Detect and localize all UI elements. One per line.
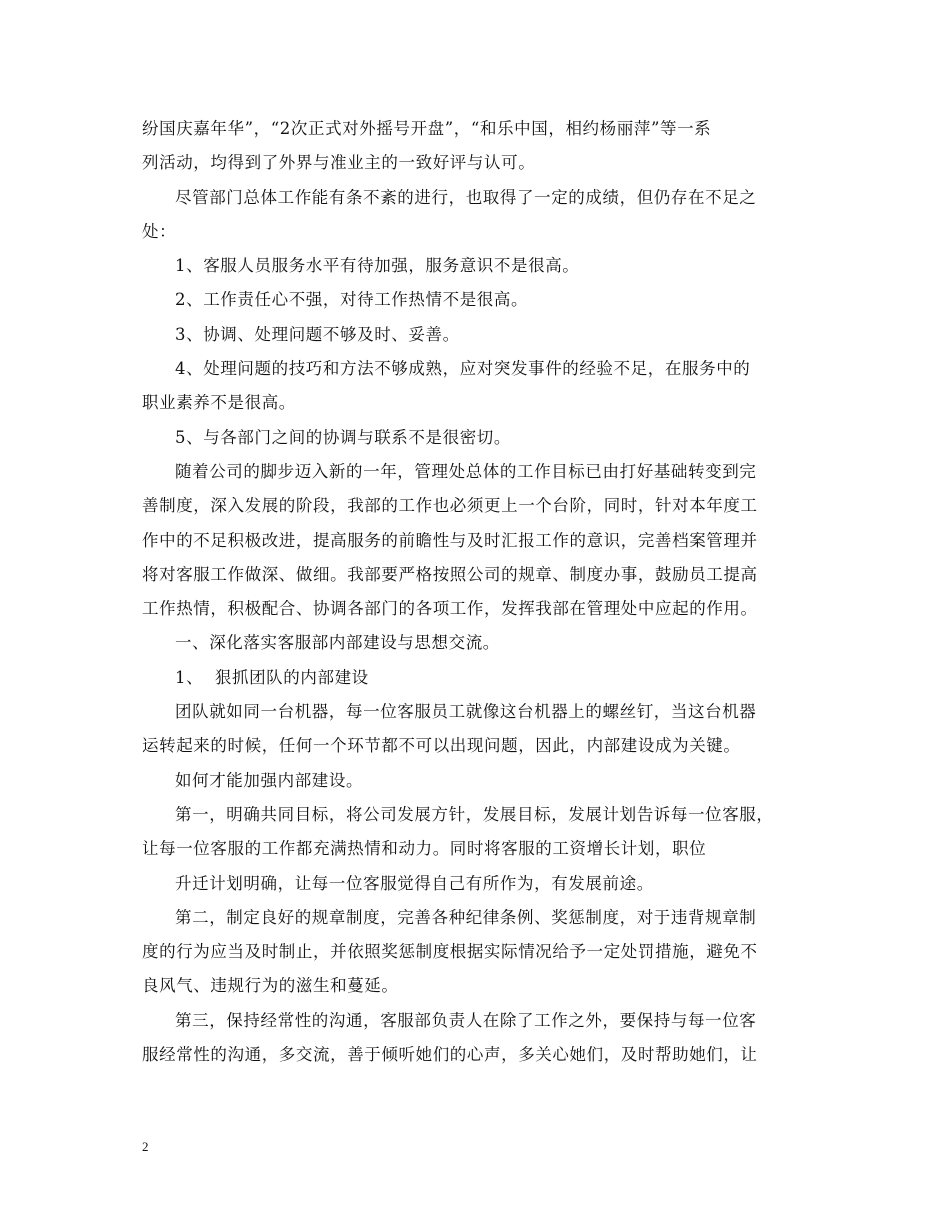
text-line: 1、客服人员服务水平有待加强，服务意识不是很高。 xyxy=(175,256,580,276)
text-line: 处： xyxy=(142,221,177,241)
page-number: 2 xyxy=(142,1139,149,1154)
body-text xyxy=(142,112,812,1072)
text-line: 运转起来的时候，任何一个环节都不可以出现问题，因此，内部建设成为关键。 xyxy=(142,736,741,756)
text-line: 将对客服工作做深、做细。我部要严格按照公司的规章、制度办事，鼓励员工提高 xyxy=(142,564,758,584)
text-line: 4、处理问题的技巧和方法不够成熟，应对突发事件的经验不足，在服务中的 xyxy=(175,359,751,379)
text-line: 工作热情，积极配合、协调各部门的各项工作，发挥我部在管理处中应起的作用。 xyxy=(142,599,758,619)
text-line: 善制度，深入发展的阶段，我部的工作也必须更上一个台阶，同时，针对本年度工 xyxy=(142,496,758,516)
text-line: 升迁计划明确，让每一位客服觉得自己有所作为，有发展前途。 xyxy=(175,873,654,893)
text-line: 良风气、违规行为的滋生和蔓延。 xyxy=(142,976,399,996)
text-line: 团队就如同一台机器，每一位客服员工就像这台机器上的螺丝钉，当这台机器 xyxy=(175,702,757,722)
text-line: 职业素养不是很高。 xyxy=(142,393,296,413)
text-line: 第二，制定良好的规章制度，完善各种纪律条例、奖惩制度，对于违背规章制 xyxy=(175,907,757,927)
text-line: 5、与各部门之间的协调与联系不是很密切。 xyxy=(175,427,511,447)
text-line: 2、工作责任心不强，对待工作热情不是很高。 xyxy=(175,290,529,310)
text-line: 纷国庆嘉年华”，“2次正式对外摇号开盘”，“和乐中国，相约杨丽萍”等一系 xyxy=(142,119,712,138)
text-line: 3、协调、处理问题不够及时、妥善。 xyxy=(175,324,460,344)
text-line: 作中的不足积极改进，提高服务的前瞻性与及时汇报工作的意识，完善档案管理并 xyxy=(142,530,758,550)
text-line: 列活动，均得到了外界与准业主的一致好评与认可。 xyxy=(142,153,536,173)
text-line: 服经常性的沟通，多交流，善于倾听她们的心声，多关心她们，及时帮助她们，让 xyxy=(142,1045,758,1065)
text-line: 一、深化落实客服部内部建设与思想交流。 xyxy=(175,633,500,653)
text-line: 第三，保持经常性的沟通，客服部负责人在除了工作之外，要保持与每一位客 xyxy=(175,1010,757,1030)
text-line: 尽管部门总体工作能有条不紊的进行，也取得了一定的成绩，但仍存在不足之 xyxy=(175,187,757,207)
text-line: 1、 狠抓团队的内部建设 xyxy=(175,667,369,687)
text-line: 第一，明确共同目标，将公司发展方针，发展目标，发展计划告诉每一位客服， xyxy=(175,804,774,824)
text-line: 如何才能加强内部建设。 xyxy=(175,770,364,790)
text-line: 度的行为应当及时制止，并依照奖惩制度根据实际情况给予一定处罚措施，避免不 xyxy=(142,942,758,962)
text-line: 让每一位客服的工作都充满热情和动力。同时将客服的工资增长计划，职位 xyxy=(142,839,707,859)
text-line: 随着公司的脚步迈入新的一年，管理处总体的工作目标已由打好基础转变到完 xyxy=(175,461,757,481)
